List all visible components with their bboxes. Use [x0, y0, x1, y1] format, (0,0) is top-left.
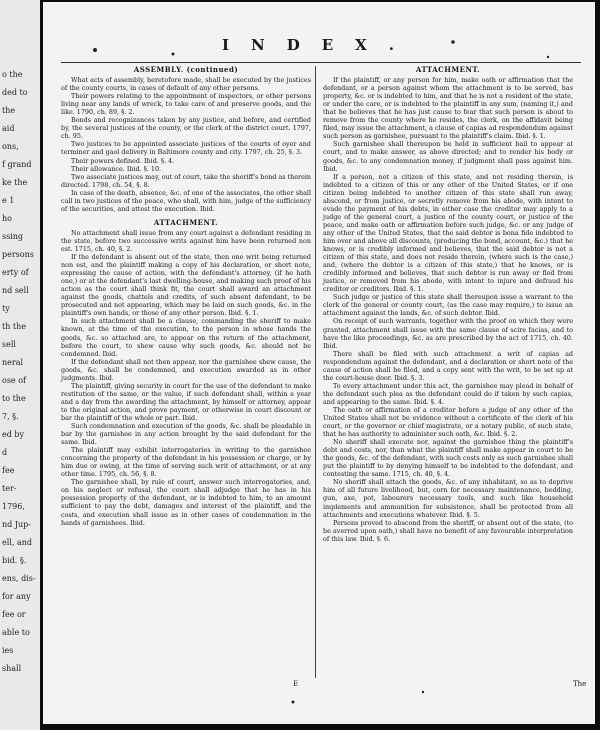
index-entry: No attachment shall issue from any court against a defendant residing in the state, before two successive writs against him have been returned non est. 1715, ch. 40, §. 2.	[61, 228, 311, 253]
strip-fragment: ty	[2, 304, 10, 313]
strip-fragment: ded to	[2, 88, 28, 97]
strip-fragment: nd sell	[2, 286, 29, 295]
strip-fragment: fee	[2, 466, 15, 475]
header-rule	[61, 62, 581, 63]
strip-fragment: persons	[2, 250, 34, 259]
index-entry: Such judge or justice of this state shall thereupon issue a warrant to the clerk of the general or county court, (as the case may require,) to issue an attachment against the lands, &c. of such debtor. Ibid.	[323, 293, 573, 318]
strip-fragment: th the	[2, 322, 27, 331]
index-entry: Persons proved to abscond from the sheriff, or absent out of the state, (to be averred upon oath,) shall have no benefit of any favourable interpretation of this law. Ibid. §. 6.	[323, 518, 573, 543]
strip-fragment: d	[2, 448, 8, 457]
index-entry: The garnishee shall, by rule of court, answer such interrogatories, and, on his neglect or refusal, the court shall adjudge that he has in his possession property of the defendant, or is indebted to him, to an amount sufficient to pay the debt, damages and interest of the plaintiff, and the costs, and execution shall issue as in other cases of condemnation in the hands of garnishees. Ibid.	[61, 478, 311, 527]
index-entry: There shall be filed with such attachment a writ of capias ad respondendum against the defendant, and a declaration or short note of the cause of action shall be filed, and a copy sent with the writ, to be set up at the court-house door. Ibid. §. 3.	[323, 349, 573, 382]
strip-fragment: sell	[2, 340, 16, 349]
index-entry: The oath or affirmation of a creditor before a judge of any other of the United States shall not be evidence without a certificate of the clerk of his court, or the governor or chief magistrate, or a notary public, of such state, that he has authority to administer such oath, &c. Ibid. §. 2.	[323, 405, 573, 439]
index-entry: The plaintiff may exhibit interrogatories in writing to the garnishee concerning the property of the defendant in his possession or charge, or by him due or owing, at the time of serving such writ of attachment, or at any other time. 1795, ch. 56, §. 8.	[61, 446, 311, 479]
index-entry: Two associate justices may, out of court, take the sheriff's bond as therein directed. 1798, ch. 54, §. 8.	[61, 172, 312, 189]
strip-fragment: neral	[2, 358, 24, 367]
strip-fragment: ter-	[2, 484, 17, 493]
section-heading: ATTACHMENT.	[153, 217, 219, 227]
strip-fragment: fee or	[2, 610, 26, 619]
signature-mark: E	[293, 680, 299, 688]
strip-fragment: 7, §.	[2, 412, 19, 421]
index-entry: Their powers defined. Ibid. §. 4.	[71, 156, 175, 165]
strip-fragment: ho	[2, 214, 12, 223]
section-heading: ASSEMBLY. (continued)	[133, 65, 239, 74]
strip-fragment: to the	[2, 394, 26, 403]
index-entry: Such condemnation and execution of the goods, &c. shall be pleadable in bar by the garnishee in any action brought by the said defendant for the same. Ibid.	[61, 422, 311, 447]
index-entry: If the defendant shall not then appear, nor the garnishee shew cause, the goods, &c. shall be condemned, and execution awarded as in other judgments. Ibid.	[61, 357, 311, 382]
strip-fragment: ies	[2, 646, 14, 655]
strip-fragment: ell, and	[2, 538, 32, 547]
index-entry: Their powers relating to the appointment of inspectors, or other persons living near any lands of wreck, to take care of and preserve goods, and the like. 1790, ch. 89, §. 2.	[61, 92, 311, 117]
strip-fragment: ssing	[2, 232, 24, 241]
right-column	[323, 66, 573, 543]
strip-fragment: ons,	[2, 142, 19, 151]
strip-fragment: bid. §.	[2, 556, 27, 565]
index-entry: If a person, not a citizen of this state, and not residing therein, is indebted to a citizen of this or any other of the United States, or if one citizen being indebted to another citizen of this state shall run away, abscond, or from justice, or secretly remove from his abode, with intent to evade the payment of his debts, in either case the creditor may apply to a judge of the general court, a justice of the county court, or justice of the peace, and make oath or affirmation before such judge, &c. or any judge of any other of the United States, that the said debtor is bona fide indebted to him over and above all discounts, (producing the bond, account, &c.) that he knows, or is credibly informed and believes, that the said debtor is not a citizen of this state, and does not reside therein, (where such is the case,) and, (where the debtor is a citizen of this state,) that he knows, or is credibly informed and believes, that such debtor is run away or fled from justice, or removed from his abode, with intent to injure and defraud his creditor or creditors. Ibid. §. 1.	[323, 172, 573, 294]
strip-fragment: the	[2, 106, 16, 115]
left-column	[61, 66, 311, 527]
index-entry: Such garnishee shall thereupon be held in sufficient bail to appear at court, and to make answer, as above directed; and to render his body or goods, &c. to any condemnation money, if judgment shall pass against him. Ibid.	[323, 140, 573, 173]
index-entry: In case of the death, absence, &c. of one of the associates, the other shall call in two justices of the peace, who shall, with him, judge of the sufficiency of the securities, and attest the execution. Ibid.	[61, 188, 311, 213]
index-entry: The plaintiff, giving security in court for the use of the defendant to make restitution of the same, or the value, if such defendant shall, within a year and a day from the awarding the attachment, by himself or attorney, appear to the original action, and prove payment, or otherwise in court discount or bar the plaintiff of the whole or part. Ibid.	[61, 381, 311, 422]
index-entry: Two justices to be appointed associate justices of the courts of oyer and terminer and gaol delivery in Baltimore county and city. 1797, ch. 25, §. 3.	[61, 140, 311, 157]
strip-fragment: shall	[2, 664, 22, 673]
strip-fragment: aid	[2, 124, 15, 133]
index-entry: If the plaintiff, or any person for him, make oath or affirmation that the defendant, or a person against whom the attachment is to be served, has property, &c. or is indebted to him, and that he is not a resident of the state, or under the care, or is indebted to the plaintiff in any sum, (naming it,) and that he believes that he has just cause to fear that such person is about to remove from the county where he resides, the clerk, on the affidavit being filed, may issue the attachment, a clause of capias ad respondendum against such person as garnishee, pursuant to the plaintiff's claim. Ibid. §. 1.	[323, 76, 573, 141]
catchword: The	[573, 680, 587, 688]
section-heading: ATTACHMENT.	[415, 65, 481, 74]
strip-fragment: 1796,	[2, 502, 25, 511]
strip-fragment: ed by	[2, 430, 25, 439]
index-entry: What acts of assembly, heretofore made, shall be executed by the justices of the county courts, in cases of default of any other persons.	[61, 76, 311, 93]
index-page	[43, 2, 595, 724]
index-entry: No sheriff shall execute nor, against the garnishee thing the plaintiff's debt and costs, nor, than what the plaintiff shall make appear in court to be the goods, &c. of the defendant, with such costs only as such garnishee shall put the plaintiff to by denying himself to be indebted to the defendant, and contesting the same. 1715, ch. 40, §. 4.	[323, 438, 573, 479]
strip-fragment: e 1	[2, 196, 15, 205]
column-divider	[315, 66, 316, 678]
strip-fragment: ke the	[2, 178, 28, 187]
strip-fragment: ose of	[2, 376, 26, 385]
strip-fragment: ens, dis-	[2, 574, 36, 583]
strip-fragment: erty of	[2, 268, 29, 277]
index-entry: To every attachment under this act, the garnishee may plead in behalf of the defendant such plea as the defendant could do if taken by such capias, and appearing to the same. Ibid. §. 4.	[323, 381, 573, 406]
strip-fragment: nd Jup-	[2, 520, 31, 529]
strip-fragment: able to	[2, 628, 30, 637]
strip-fragment: f grand	[2, 160, 32, 169]
strip-fragment: o the	[2, 70, 23, 79]
index-entry: On receipt of such warrants, together with the proof on which they were granted, attachment shall issue with the same clause of scire facias, and to have the like proceedings, &c. as are prescribed by the act of 1715, ch. 40. Ibid.	[323, 317, 573, 350]
index-entry: Bonds and recognizances taken by any justice, and before, and certified by, the several justices of the county, or the clerk of the district court. 1797, ch. 95.	[61, 116, 311, 141]
page-header: INDEX.	[221, 36, 417, 54]
index-entry: If the defendant is absent out of the state, then one writ being returned non est, and the plaintiff making a copy of his declaration, or short note, expressing the cause of action, with the defendant's attorney, (if he hath one,) or at the defendant's last dwelling-house, and making such proof of his action as the court shall think fit, the court shall award an attachment against the goods, chattels and credits, of such absent defendant, to be prosecuted and not appearing, which may be laid on such goods, &c. in the plaintiff's own hands, or those of any other person. Ibid. §. 1.	[61, 253, 311, 318]
strip-fragment: for any	[2, 592, 31, 601]
index-entry: In such attachment shall be a clause, commanding the sheriff to make known, at the time of the execution, to the person in whose hands the goods, &c. so attached are, to appear on the return of the attachment, before the court, to shew cause why such goods, &c. should not be condemned. Ibid.	[61, 317, 311, 358]
adjacent-page-strip	[0, 0, 40, 730]
index-entry: Their allowance. Ibid. §. 10.	[71, 164, 162, 173]
index-entry: No sheriff shall attach the goods, &c. of any inhabitant, so as to deprive him of all future livelihood, but, corn for necessary maintenance, bedding, gun, axe, pot, labourers necessary tools, and such like household implements and ammunition for subsistence, shall be protected from all attachments and executions whatever. Ibid. §. 5.	[323, 478, 573, 519]
